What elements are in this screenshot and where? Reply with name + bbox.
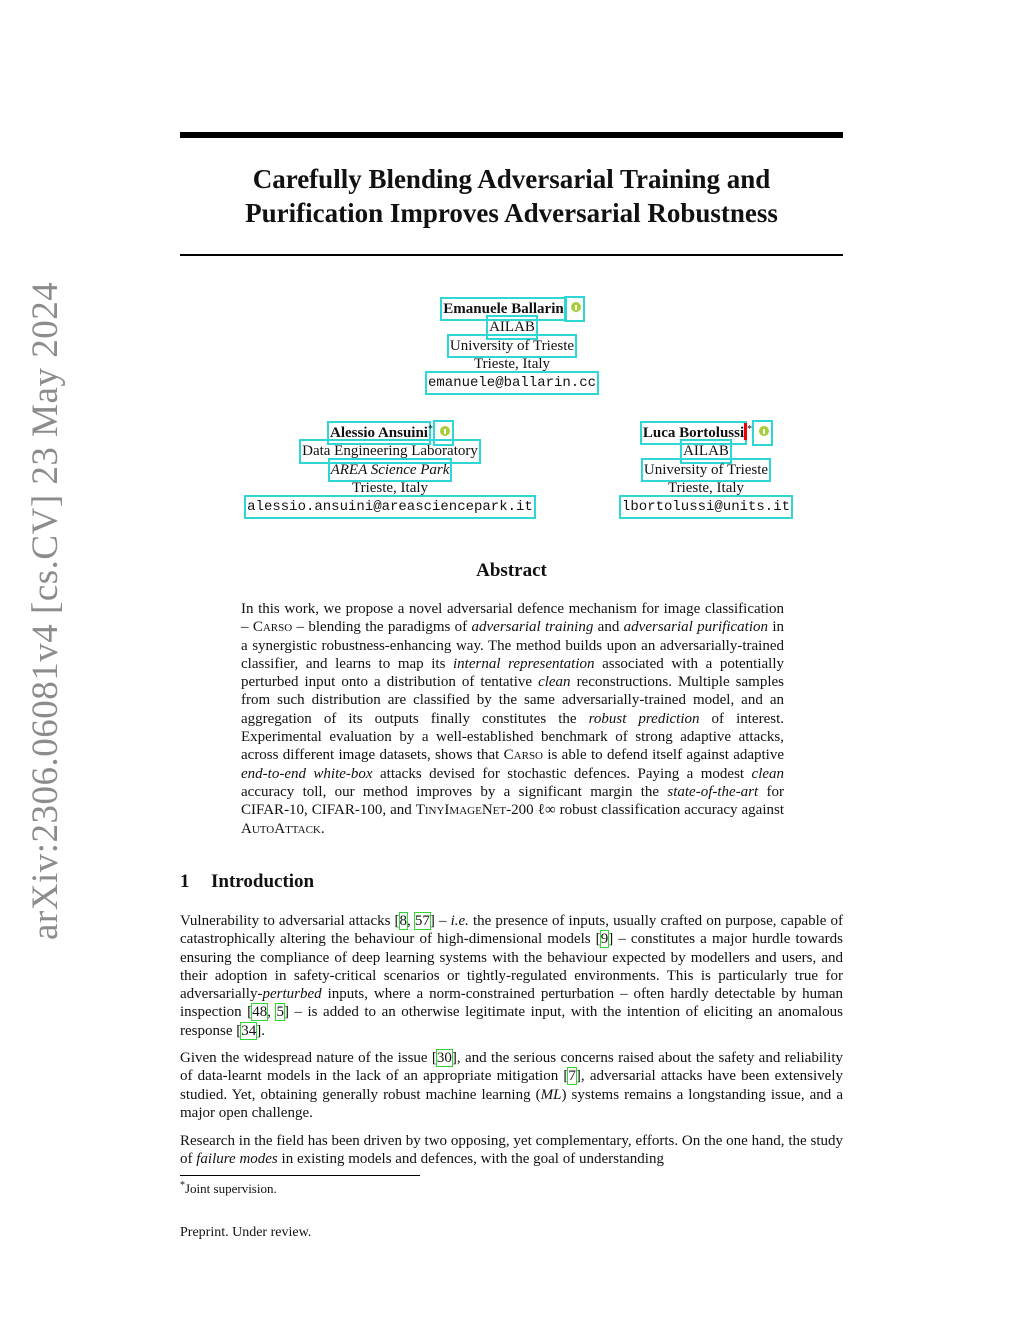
intro-paragraph-2: Given the widespread nature of the issue [30], and the serious concerns raised about the safety and reliability of data-learnt models in the lack of an appropriate mitigation [7], adversarial attacks have been extensively studied. Yet, obtaining generally robust machine learning (ML) systems remains a longstanding issue, and a major open challenge.	[180, 1050, 843, 1121]
author-location: Trieste, Italy	[473, 355, 551, 372]
citation-link[interactable]: 7	[568, 1068, 576, 1085]
title-line-1: Carefully Blending Adversarial Training and	[252, 164, 771, 194]
citation-link[interactable]: 8	[399, 913, 408, 929]
citation-link[interactable]: 9	[600, 931, 609, 948]
title-line-2: Purification Improves Adversarial Robustness	[245, 198, 778, 228]
intro-paragraph-3: Research in the field has been driven by two opposing, yet complementary, efforts. On the one hand, the study of failure modes in existing models and defences, with the goal of understanding	[180, 1133, 843, 1168]
citation-link[interactable]: 57	[414, 913, 430, 929]
footnote: *Joint supervision.	[180, 1180, 277, 1196]
institution-link[interactable]: University of Trieste	[643, 461, 769, 478]
title-bottom-rule	[180, 254, 843, 256]
preprint-notice: Preprint. Under review.	[180, 1225, 312, 1240]
affiliation-link[interactable]: Data Engineering Laboratory	[302, 443, 478, 460]
citation-link[interactable]: 5	[276, 1004, 284, 1021]
orcid-icon	[440, 426, 450, 436]
footnote-rule	[180, 1175, 420, 1176]
author-name[interactable]: Luca Bortolussi	[642, 425, 745, 441]
orcid-link[interactable]	[756, 424, 769, 442]
orcid-icon	[759, 426, 769, 436]
author-bortolussi	[596, 421, 816, 516]
paper-title	[180, 162, 843, 230]
citation-link[interactable]: 30	[436, 1050, 452, 1066]
abstract-text: In this work, we propose a novel adversarial defence mechanism for image classification – Carso – blending the paradigms of adversarial training and adversarial purification in a synergistic robustness-enhancing way. The method builds upon an adversarially-trained classifier, and learns to map its internal representation associated with a potentially perturbed input onto a distribution of tentative clean reconstructions. Multiple samples from such distribution are classified by the same adversarially-trained model, and an aggregation of its outputs finally constitutes the robust prediction of interest. Experimental evaluation by a well-established benchmark of strong adaptive attacks, across different image datasets, shows that Carso is able to defend itself against adaptive end-to-end white-box attacks devised for stochastic defences. Paying a modest clean accuracy toll, our method improves by a significant margin the state-of-the-art for CIFAR-10, CIFAR-100, and TinyImageNet-200 ℓ∞ robust classification accuracy against AutoAttack.	[241, 601, 785, 837]
orcid-link[interactable]	[568, 300, 581, 318]
orcid-link[interactable]	[437, 424, 450, 442]
title-top-rule	[180, 132, 843, 138]
joint-supervision-mark: *	[427, 424, 433, 435]
author-location: Trieste, Italy	[351, 479, 429, 496]
affiliation-link[interactable]: AILAB	[683, 443, 729, 460]
author-ballarin	[380, 300, 644, 392]
author-location: Trieste, Italy	[667, 479, 745, 496]
author-name[interactable]: Alessio Ansuini	[330, 425, 428, 441]
author-email-link[interactable]: alessio.ansuini@areasciencepark.it	[247, 499, 533, 516]
abstract-heading: Abstract	[476, 560, 547, 581]
author-name[interactable]: Emanuele Ballarin	[443, 301, 564, 317]
joint-supervision-mark: *	[747, 424, 753, 435]
section-heading-introduction: 1 Introduction	[180, 871, 315, 892]
intro-paragraph-1: Vulnerability to adversarial attacks [8, 57] – i.e. the presence of inputs, usually crafted on purpose, capable of catastrophically altering the behaviour of high-dimensional models [9] – constitutes a major hurdle towards ensuring the compliance of deep learning systems with the behaviour expected by modellers and users, and their adoption in safety-critical scenarios or tightly-regulated environments. This is particularly true for adversarially-perturbed inputs, where a norm-constrained perturbation – often hardly detectable by human inspection [48, 5] – is added to an otherwise legitimate input, with the intention of eliciting an anomalous response [34].	[180, 913, 844, 1039]
author-email-link[interactable]: lbortolussi@units.it	[621, 499, 791, 516]
author-email-link[interactable]: emanuele@ballarin.cc	[427, 375, 597, 392]
citation-link[interactable]: 34	[241, 1022, 257, 1039]
affiliation-link[interactable]: AILAB	[489, 319, 535, 336]
arxiv-identifier: arXiv:2306.06081v4 [cs.CV] 23 May 2024	[25, 281, 66, 940]
institution-link[interactable]: University of Trieste	[449, 337, 575, 354]
author-ansuini	[230, 421, 550, 516]
citation-link[interactable]: 48	[252, 1004, 268, 1021]
orcid-icon	[571, 302, 581, 312]
institution-link[interactable]: AREA Science Park	[330, 461, 450, 478]
